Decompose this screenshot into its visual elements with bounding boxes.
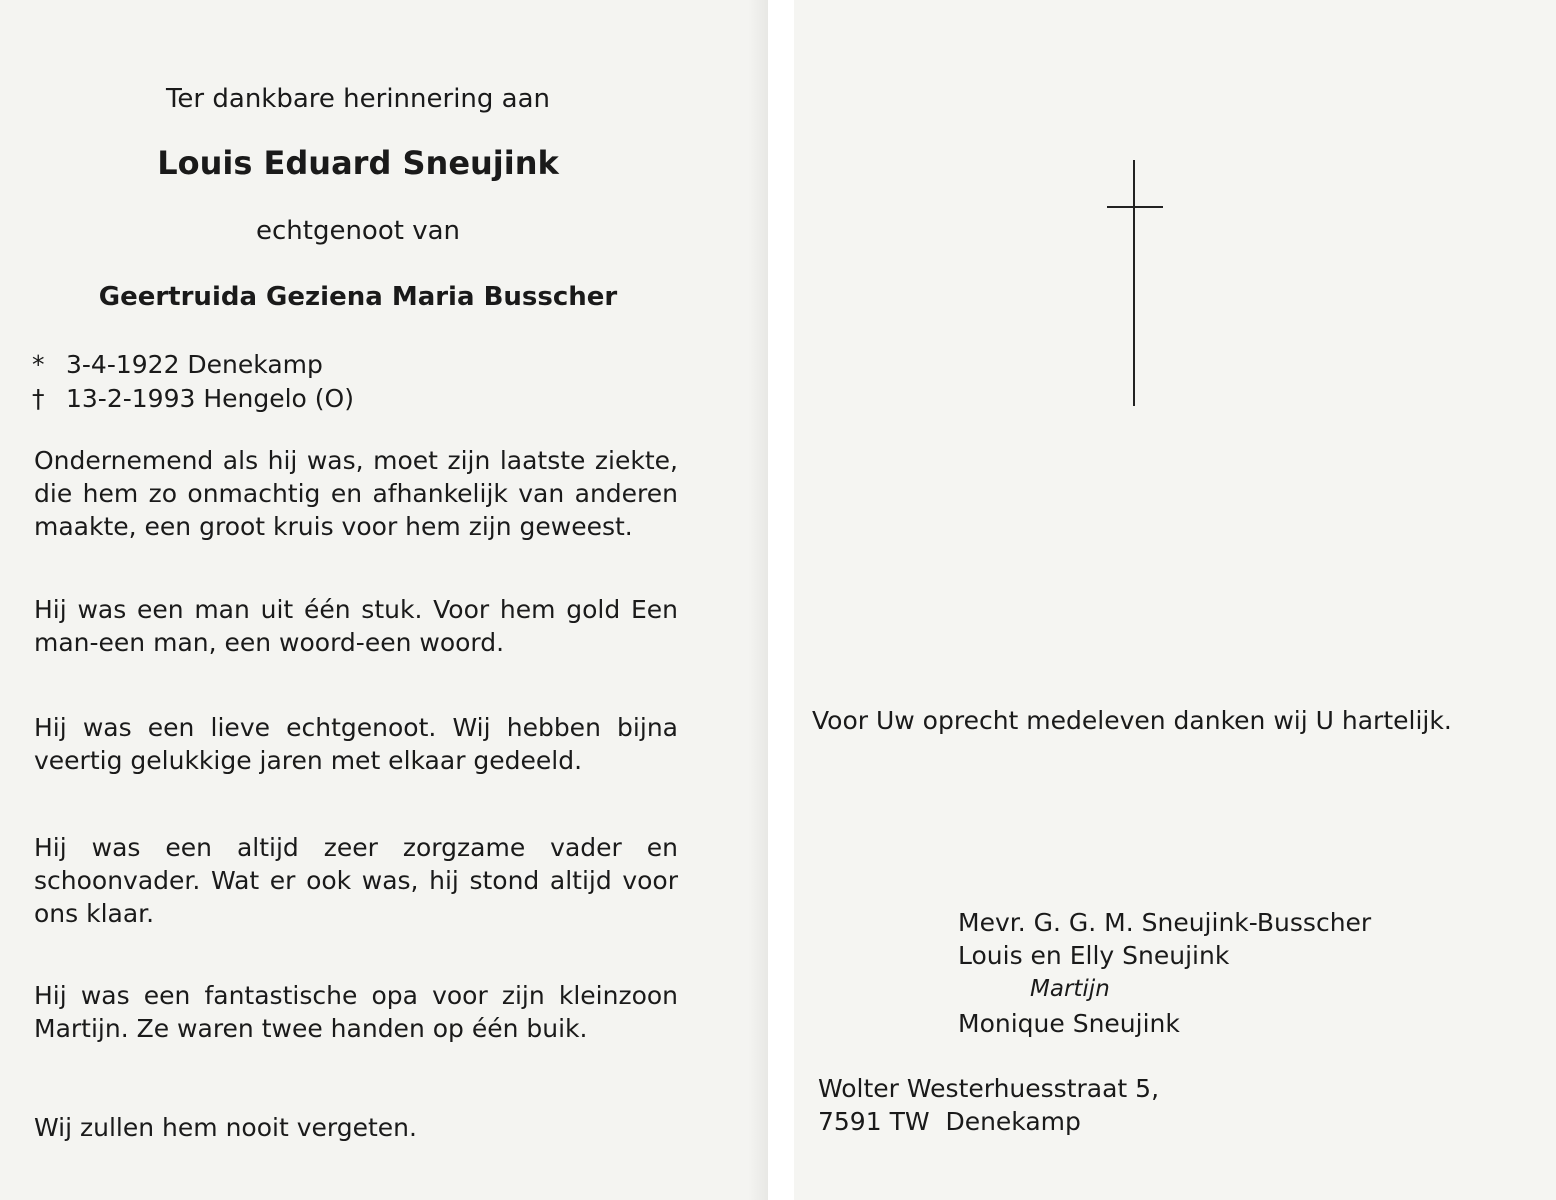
closing-line: Wij zullen hem nooit vergeten. bbox=[34, 1113, 417, 1142]
signature-line: Louis en Elly Sneujink bbox=[958, 941, 1230, 970]
spouse-intro: echtgenoot van bbox=[255, 216, 460, 246]
address-street: Wolter Westerhuesstraat 5, bbox=[818, 1074, 1160, 1103]
memorial-card-left bbox=[0, 0, 768, 1200]
memorial-paragraph: Ondernemend als hij was, moet zijn laatste ziekte, die hem zo onmachtig en afhankelijk van anderen maakte, een groot kruis voor hem zijn geweest. bbox=[34, 446, 678, 541]
death-row bbox=[32, 384, 354, 413]
cross-icon bbox=[1133, 160, 1135, 406]
thanks-text: Voor Uw oprecht medeleven danken wij U hartelijk. bbox=[812, 706, 1452, 735]
signature-line: Monique Sneujink bbox=[958, 1009, 1180, 1038]
birth-row bbox=[32, 350, 323, 379]
memorial-paragraph: Hij was een fantastische opa voor zijn kleinzoon Martijn. Ze waren twee handen op één buik. bbox=[34, 981, 678, 1043]
fold-shadow bbox=[748, 0, 768, 1200]
intro-line: Ter dankbare herinnering aan bbox=[165, 84, 551, 114]
spouse-name: Geertruida Geziena Maria Busscher bbox=[98, 282, 618, 312]
deceased-name: Louis Eduard Sneujink bbox=[157, 144, 559, 182]
death-cross-icon: † bbox=[32, 384, 45, 413]
address-city: 7591 TW Denekamp bbox=[818, 1107, 1081, 1136]
birth-date-place: 3-4-1922 Denekamp bbox=[66, 350, 323, 379]
card-gap bbox=[768, 0, 794, 1200]
signature-line-italic: Martijn bbox=[1030, 976, 1110, 1002]
memorial-paragraph: Hij was een lieve echtgenoot. Wij hebben bijna veertig gelukkige jaren met elkaar gedeeld. bbox=[34, 713, 678, 775]
memorial-paragraph: Hij was een man uit één stuk. Voor hem gold Een man-een man, een woord-een woord. bbox=[34, 595, 678, 657]
memorial-paragraph: Hij was een altijd zeer zorgzame vader en schoonvader. Wat er ook was, hij stond altijd voor ons klaar. bbox=[34, 833, 678, 928]
signature-line: Mevr. G. G. M. Sneujink-Busscher bbox=[958, 908, 1372, 937]
death-date-place: 13-2-1993 Hengelo (O) bbox=[66, 384, 354, 413]
cross-icon-bar bbox=[1107, 206, 1163, 208]
birth-star-icon: * bbox=[32, 350, 45, 379]
